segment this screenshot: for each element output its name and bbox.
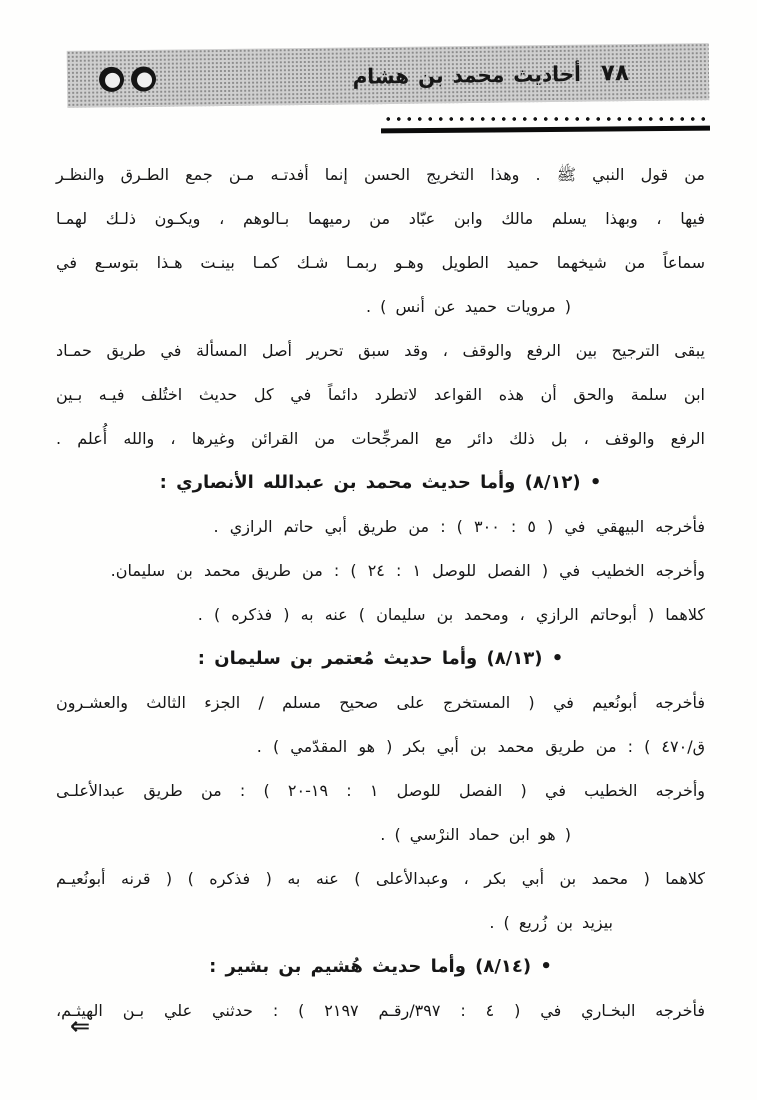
section-heading-8-12: • (٨/١٢) وأما حديث محمد بن عبدالله الأنصاري : [159, 472, 602, 493]
body-line: بيزيد بن زُريع ) . [489, 913, 613, 932]
crescent-circle-icon [99, 66, 124, 91]
body-line: فأخرجه البيهقي في ( ٥ : ٣٠٠ ) : من طريق أبي حاتم الرازي . [213, 517, 705, 536]
text-column [56, 153, 705, 1033]
crescent-circle-icon [131, 66, 156, 91]
section-heading-8-13: • (٨/١٣) وأما حديث مُعتمر بن سليمان : [197, 648, 564, 669]
body-line: وأخرجه الخطيب في ( الفصل للوصل ١ : ٢٤ ) : من طريق محمد بن سليمان. [110, 561, 705, 580]
body-line: سماعاً من شيخهما حميد الطويل وهـو ربمـا شـك كمـا بينـت هـذا بتوسـع في [56, 253, 705, 272]
body-line: ( هو ابن حماد النرْسي ) . [380, 825, 571, 844]
body-line: وأخرجه الخطيب في ( الفصل للوصل ١ : ١٩-٢٠ ) : من طريق عبدالأعلـى [56, 781, 706, 800]
body-line: ( مرويات حميد عن أنس ) . [366, 297, 571, 316]
body-line: كلاهما ( محمد بن أبي بكر ، وعبدالأعلى ) عنه به ( فذكره ) ( قرنه أبونُعيـم [56, 869, 705, 888]
continuation-arrow-icon: ⇐ [70, 1012, 91, 1040]
section-heading-8-14: • (٨/١٤) وأما حديث هُشيم بن بشير : [209, 956, 552, 977]
body-line: الرفع والوقف ، بل ذلك دائر مع المرجِّحات من القرائن وغيرها ، والله أُعلم . [56, 429, 705, 448]
header-rule [381, 126, 710, 134]
body-line: يبقى الترجيح بين الرفع والوقف ، وقد سبق تحرير أصل المسألة في طريق حمـاد [56, 341, 705, 360]
book-title: أحاديث محمد بن هشام [352, 60, 582, 89]
header-band [67, 43, 710, 108]
body-line: فأخرجه البخـاري في ( ٤ : ٣٩٧/رقـم ٢١٩٧ ) : حدثني علي بـن الهيثـم، [56, 1001, 706, 1020]
dotted-separator [383, 116, 707, 122]
body-line: من قول النبي ﷺ . وهذا التخريج الحسن إنما أفدتـه مـن جمع الطـرق والنظـر [56, 165, 705, 184]
header-emblem [99, 66, 156, 92]
body-line: ابن سلمة والحق أن هذه القواعد لاتطرد دائماً في كل حديث اختُلف فيـه بـين [56, 385, 705, 404]
body-line: فيها ، وبهذا يسلم مالك وابن عبّاد من رميهما بـالوهم ، ويكـون ذلـك لهمـا [56, 209, 705, 228]
body-line: فأخرجه أبونُعيم في ( المستخرج على صحيح مسلم / الجزء الثالث والعشـرون [56, 693, 705, 712]
body-line: ق/٤٧٠ ) : من طريق محمد بن أبي بكر ( هو المقدّمي ) . [256, 737, 705, 756]
body-line: كلاهما ( أبوحاتم الرازي ، ومحمد بن سليمان ) عنه به ( فذكره ) . [197, 605, 705, 624]
page-number: ٧٨ [600, 59, 630, 86]
